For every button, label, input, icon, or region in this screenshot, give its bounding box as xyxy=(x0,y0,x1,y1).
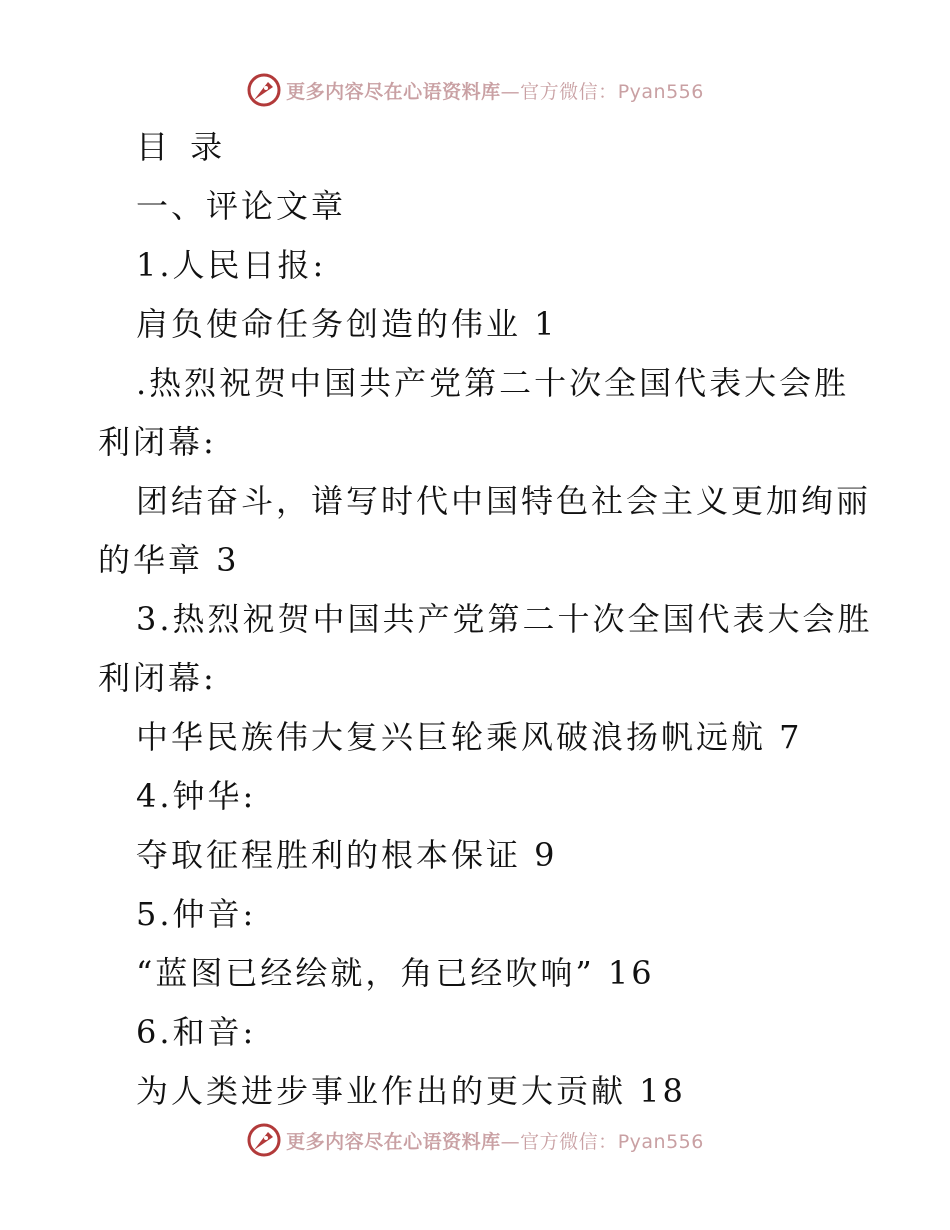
toc-entry-6-title[interactable]: 为人类进步事业作出的更大贡献 18 xyxy=(136,1072,686,1110)
toc-title: 目 录 xyxy=(136,128,229,166)
toc-entry-1-title[interactable]: 肩负使命任务创造的伟业 1 xyxy=(136,305,558,343)
watermark-dash: — xyxy=(500,1130,521,1153)
table-of-contents xyxy=(98,118,873,1121)
toc-entry-2-title[interactable]: 团结奋斗，谱写时代中国特色社会主义更加绚丽 xyxy=(136,482,872,520)
toc-section-heading: 一、评论文章 xyxy=(136,187,347,225)
toc-entry-6-source[interactable]: 6.和音: xyxy=(136,1013,257,1051)
toc-entry-3-source-cont[interactable]: 利闭幕: xyxy=(98,659,217,697)
pen-nib-logo-icon xyxy=(246,1122,282,1158)
watermark-text xyxy=(286,77,704,104)
watermark-banner-top xyxy=(0,70,950,110)
watermark-account: Pyan556 xyxy=(617,1130,704,1153)
watermark-dash: — xyxy=(500,80,521,103)
watermark-text xyxy=(286,1127,704,1154)
toc-entry-2-source[interactable]: .热烈祝贺中国共产党第二十次全国代表大会胜 xyxy=(136,364,850,402)
toc-entry-3-title[interactable]: 中华民族伟大复兴巨轮乘风破浪扬帆远航 7 xyxy=(136,718,803,756)
watermark-label: 官方微信： xyxy=(520,1130,618,1153)
watermark-label: 官方微信： xyxy=(520,80,618,103)
watermark-banner-bottom xyxy=(0,1120,950,1160)
watermark-account: Pyan556 xyxy=(617,80,704,103)
toc-entry-4-title[interactable]: 夺取征程胜利的根本保证 9 xyxy=(136,836,558,874)
pen-nib-logo-icon xyxy=(246,72,282,108)
toc-entry-1-source[interactable]: 1.人民日报: xyxy=(136,246,327,284)
toc-entry-2-title-cont[interactable]: 的华章 3 xyxy=(98,541,240,579)
watermark-main: 更多内容尽在心语资料库 xyxy=(286,1130,501,1153)
toc-entry-5-title[interactable]: “蓝图已经绘就，角已经吹响” 16 xyxy=(136,954,655,992)
toc-entry-5-source[interactable]: 5.仲音: xyxy=(136,895,257,933)
watermark-main: 更多内容尽在心语资料库 xyxy=(286,80,501,103)
toc-entry-4-source[interactable]: 4.钟华: xyxy=(136,777,257,815)
toc-entry-3-source[interactable]: 3.热烈祝贺中国共产党第二十次全国代表大会胜 xyxy=(136,600,873,638)
toc-entry-2-source-cont[interactable]: 利闭幕: xyxy=(98,423,217,461)
